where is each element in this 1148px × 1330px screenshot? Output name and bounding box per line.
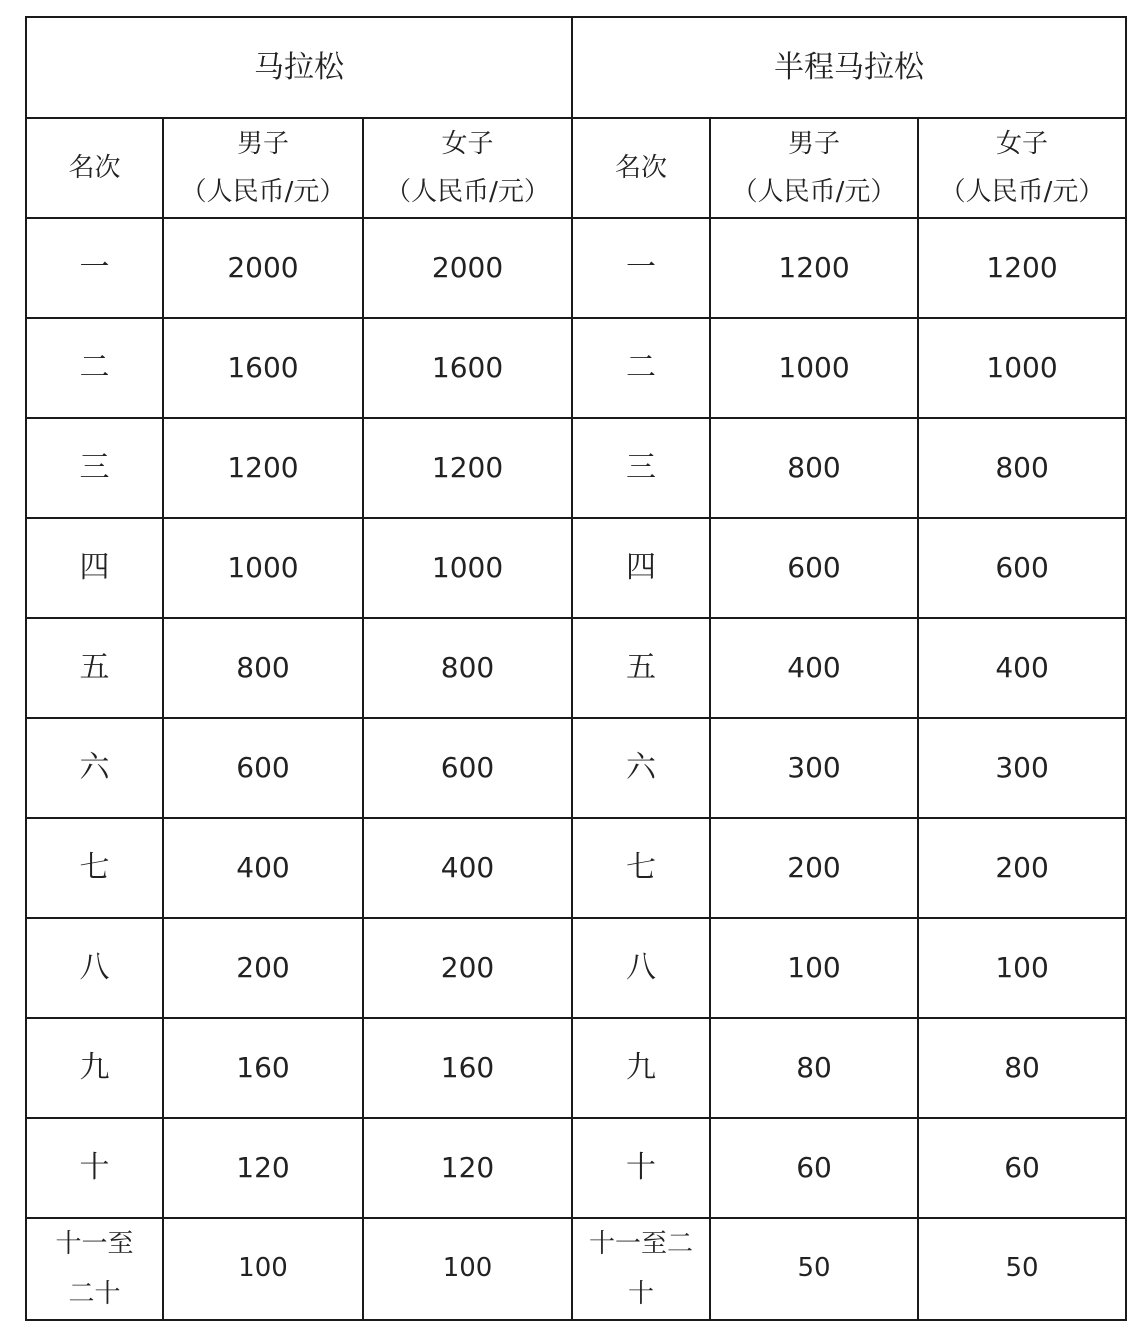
half-marathon-rank-cell: 六 (572, 718, 710, 818)
half-marathon-rank-cell (572, 1218, 710, 1320)
half-marathon-female-prize-cell: 300 (918, 718, 1126, 818)
marathon-female-header (363, 118, 572, 218)
marathon-female-prize-cell: 100 (363, 1218, 572, 1320)
half-marathon-female-header (918, 118, 1126, 218)
marathon-rank-cell: 二 (26, 318, 163, 418)
half-marathon-male-prize-cell: 60 (710, 1118, 918, 1218)
half-marathon-male-prize-cell: 200 (710, 818, 918, 918)
marathon-male-header (163, 118, 363, 218)
half-marathon-female-prize-cell: 1200 (918, 218, 1126, 318)
group-title-row (26, 17, 1126, 118)
half-marathon-male-prize-cell: 300 (710, 718, 918, 818)
half-marathon-male-prize-cell: 100 (710, 918, 918, 1018)
half-marathon-male-header-unit: （人民币/元） (731, 177, 897, 207)
half-marathon-male-header (710, 118, 918, 218)
marathon-female-prize-cell: 1600 (363, 318, 572, 418)
marathon-male-prize-cell: 120 (163, 1118, 363, 1218)
half-marathon-female-prize-cell: 400 (918, 618, 1126, 718)
table-row (26, 218, 1126, 318)
marathon-rank-cell (26, 1218, 163, 1320)
marathon-female-prize-cell: 200 (363, 918, 572, 1018)
marathon-male-prize-cell: 100 (163, 1218, 363, 1320)
marathon-male-prize-cell: 200 (163, 918, 363, 1018)
marathon-male-prize-cell: 800 (163, 618, 363, 718)
half-marathon-rank-cell: 五 (572, 618, 710, 718)
marathon-rank-header: 名次 (26, 118, 163, 218)
marathon-rank-cell: 三 (26, 418, 163, 518)
marathon-rank-cell-line: 十一至 (55, 1229, 134, 1259)
marathon-rank-cell: 九 (26, 1018, 163, 1118)
table-row (26, 718, 1126, 818)
half-marathon-male-header-label: 男子 (788, 129, 841, 159)
marathon-female-prize-cell: 800 (363, 618, 572, 718)
half-marathon-male-prize-cell: 80 (710, 1018, 918, 1118)
marathon-male-prize-cell: 1200 (163, 418, 363, 518)
table-row (26, 418, 1126, 518)
half-marathon-rank-header: 名次 (572, 118, 710, 218)
half-marathon-rank-cell-line: 十 (628, 1279, 655, 1309)
marathon-rank-cell: 六 (26, 718, 163, 818)
half-marathon-female-prize-cell: 600 (918, 518, 1126, 618)
half-marathon-female-prize-cell: 100 (918, 918, 1126, 1018)
marathon-female-header-unit: （人民币/元） (385, 177, 550, 207)
marathon-female-prize-cell: 1200 (363, 418, 572, 518)
half-marathon-male-prize-cell: 1200 (710, 218, 918, 318)
marathon-rank-cell: 五 (26, 618, 163, 718)
half-marathon-rank-cell: 二 (572, 318, 710, 418)
marathon-title: 马拉松 (26, 17, 572, 118)
marathon-rank-cell: 八 (26, 918, 163, 1018)
half-marathon-rank-cell: 一 (572, 218, 710, 318)
prize-money-table (25, 16, 1127, 1321)
marathon-male-prize-cell: 1000 (163, 518, 363, 618)
half-marathon-rank-cell: 八 (572, 918, 710, 1018)
marathon-female-prize-cell: 1000 (363, 518, 572, 618)
table-row (26, 818, 1126, 918)
half-marathon-female-prize-cell: 80 (918, 1018, 1126, 1118)
marathon-rank-cell-line: 二十 (68, 1279, 121, 1309)
column-header-row (26, 118, 1126, 218)
half-marathon-rank-cell: 三 (572, 418, 710, 518)
marathon-male-prize-cell: 1600 (163, 318, 363, 418)
half-marathon-female-prize-cell: 50 (918, 1218, 1126, 1320)
half-marathon-female-header-unit: （人民币/元） (939, 177, 1105, 207)
table-row (26, 618, 1126, 718)
marathon-female-prize-cell: 400 (363, 818, 572, 918)
table-row (26, 918, 1126, 1018)
half-marathon-rank-cell: 十 (572, 1118, 710, 1218)
marathon-female-prize-cell: 600 (363, 718, 572, 818)
marathon-male-header-label: 男子 (236, 129, 289, 159)
half-marathon-male-prize-cell: 1000 (710, 318, 918, 418)
marathon-male-prize-cell: 160 (163, 1018, 363, 1118)
half-marathon-title: 半程马拉松 (572, 17, 1126, 118)
marathon-female-prize-cell: 160 (363, 1018, 572, 1118)
table-row (26, 1018, 1126, 1118)
marathon-female-prize-cell: 120 (363, 1118, 572, 1218)
table-row (26, 318, 1126, 418)
marathon-rank-cell: 七 (26, 818, 163, 918)
half-marathon-female-prize-cell: 60 (918, 1118, 1126, 1218)
marathon-rank-cell: 四 (26, 518, 163, 618)
marathon-female-prize-cell: 2000 (363, 218, 572, 318)
table-row (26, 1118, 1126, 1218)
half-marathon-rank-cell-line: 十一至二 (589, 1229, 694, 1259)
table-row (26, 1218, 1126, 1320)
marathon-male-prize-cell: 600 (163, 718, 363, 818)
marathon-female-header-label: 女子 (441, 129, 494, 159)
half-marathon-male-prize-cell: 800 (710, 418, 918, 518)
marathon-male-header-unit: （人民币/元） (180, 177, 346, 207)
half-marathon-rank-cell: 九 (572, 1018, 710, 1118)
half-marathon-male-prize-cell: 50 (710, 1218, 918, 1320)
marathon-rank-cell: 十 (26, 1118, 163, 1218)
table-row (26, 518, 1126, 618)
marathon-rank-cell: 一 (26, 218, 163, 318)
half-marathon-male-prize-cell: 400 (710, 618, 918, 718)
half-marathon-female-prize-cell: 1000 (918, 318, 1126, 418)
half-marathon-female-prize-cell: 200 (918, 818, 1126, 918)
marathon-male-prize-cell: 400 (163, 818, 363, 918)
half-marathon-female-header-label: 女子 (996, 129, 1049, 159)
half-marathon-male-prize-cell: 600 (710, 518, 918, 618)
marathon-male-prize-cell: 2000 (163, 218, 363, 318)
half-marathon-female-prize-cell: 800 (918, 418, 1126, 518)
half-marathon-rank-cell: 七 (572, 818, 710, 918)
half-marathon-rank-cell: 四 (572, 518, 710, 618)
